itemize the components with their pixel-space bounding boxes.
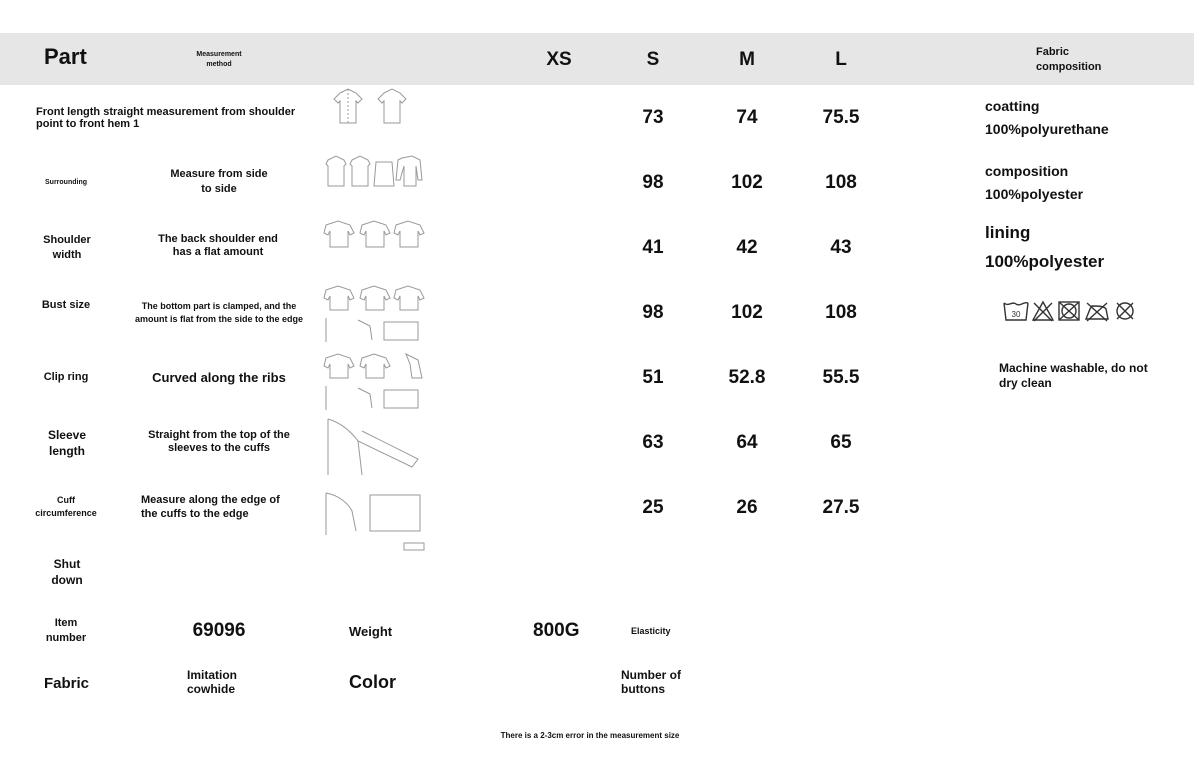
row-surrounding-s: 98 (642, 172, 664, 193)
row-method-surrounding: Measure from side to side (170, 168, 268, 195)
row-method-clip-ring: Curved along the ribs (152, 370, 286, 385)
no-dry-clean-icon (1113, 300, 1137, 322)
row-clip-ring-m: 52.8 (728, 367, 766, 388)
no-iron-icon (1084, 300, 1110, 322)
row-cuff-circumference-m: 26 (736, 497, 758, 518)
composition-lining-label: lining (985, 223, 1031, 242)
header-fabric-composition: Fabric composition (1036, 46, 1102, 73)
garment-diagram-surrounding (322, 150, 426, 208)
garment-diagram-front-length (322, 85, 426, 143)
buttons-label: Number of buttons (621, 668, 681, 696)
row-cuff-circumference-l: 27.5 (822, 497, 860, 518)
row-bust-size-s: 98 (642, 302, 664, 323)
row-bust-size-l: 108 (825, 302, 857, 323)
color-label: Color (349, 672, 396, 692)
row-part-bust-size: Bust size (41, 299, 91, 311)
row-clip-ring-l: 55.5 (822, 367, 860, 388)
garment-diagram-shoulder-width (322, 215, 426, 273)
row-cuff-circumference-s: 25 (642, 497, 664, 518)
header-size-m: M (739, 49, 755, 70)
row-part-clip-ring: Clip ring (43, 371, 89, 383)
elasticity-label: Elasticity (631, 626, 671, 636)
garment-diagram-bust-size (322, 280, 426, 344)
row-shoulder-width-m: 42 (736, 237, 758, 258)
no-tumble-dry-icon (1057, 300, 1081, 322)
row-part-cuff-circumference: Cuff circumference (35, 495, 97, 518)
row-sleeve-length-m: 64 (736, 432, 758, 453)
header-size-xs: XS (546, 49, 572, 70)
row-shoulder-width-s: 41 (642, 237, 664, 258)
garment-diagram-sleeve-length (322, 415, 426, 477)
footnote: There is a 2-3cm error in the measurement size (500, 731, 680, 740)
row-method-bust-size: The bottom part is clamped, and the amount is flat from the side to the edge (134, 301, 304, 324)
header-size-s: S (646, 49, 660, 70)
row-front-length-m: 74 (736, 107, 758, 128)
row-surrounding-l: 108 (825, 172, 857, 193)
row-sleeve-length-s: 63 (642, 432, 664, 453)
garment-diagram-clip-ring (322, 348, 426, 412)
row-clip-ring-s: 51 (642, 367, 664, 388)
item-number-label: Item number (45, 617, 87, 644)
header-method: Measurement method (196, 51, 242, 68)
row-part-sleeve-length: Sleeve length (47, 428, 87, 458)
row-method-sleeve-length: Straight from the top of the sleeves to the cuffs (148, 429, 290, 454)
wash-30-icon (1003, 300, 1029, 322)
weight-value: 800G (533, 620, 580, 641)
composition-shell-label: composition (985, 163, 1069, 179)
garment-diagram-cuff-circumference (322, 485, 426, 555)
row-part-front-length: Front length straight measurement from shoulder point to front hem 1 (36, 106, 296, 130)
row-part-shut-down: Shut down (51, 557, 83, 587)
row-surrounding-m: 102 (731, 172, 763, 193)
composition-shell-value: 100%polyester (985, 186, 1084, 202)
fabric-value: Imitation cowhide (187, 668, 237, 696)
header-band (0, 33, 1194, 85)
composition-lining-value: 100%polyester (985, 252, 1105, 271)
row-part-shoulder-width: Shoulder width (43, 234, 91, 261)
item-number-value: 69096 (192, 620, 246, 641)
weight-label: Weight (349, 624, 393, 639)
svg-text:30: 30 (1011, 310, 1021, 319)
header-part: Part (44, 44, 87, 69)
composition-coating-value: 100%polyurethane (985, 121, 1109, 137)
fabric-label: Fabric (44, 675, 90, 692)
composition-coating-label: coatting (985, 98, 1040, 114)
header-size-l: L (835, 49, 847, 70)
no-bleach-icon (1031, 300, 1055, 322)
care-note: Machine washable, do not dry clean (999, 361, 1148, 390)
row-sleeve-length-l: 65 (830, 432, 852, 453)
row-method-shoulder-width: The back shoulder end has a flat amount (158, 233, 278, 258)
row-front-length-s: 73 (642, 107, 664, 128)
row-bust-size-m: 102 (731, 302, 763, 323)
row-method-cuff-circumference: Measure along the edge of the cuffs to the edge (141, 494, 280, 520)
row-part-surrounding: Surrounding (45, 179, 87, 186)
row-front-length-l: 75.5 (822, 107, 860, 128)
row-shoulder-width-l: 43 (830, 237, 852, 258)
